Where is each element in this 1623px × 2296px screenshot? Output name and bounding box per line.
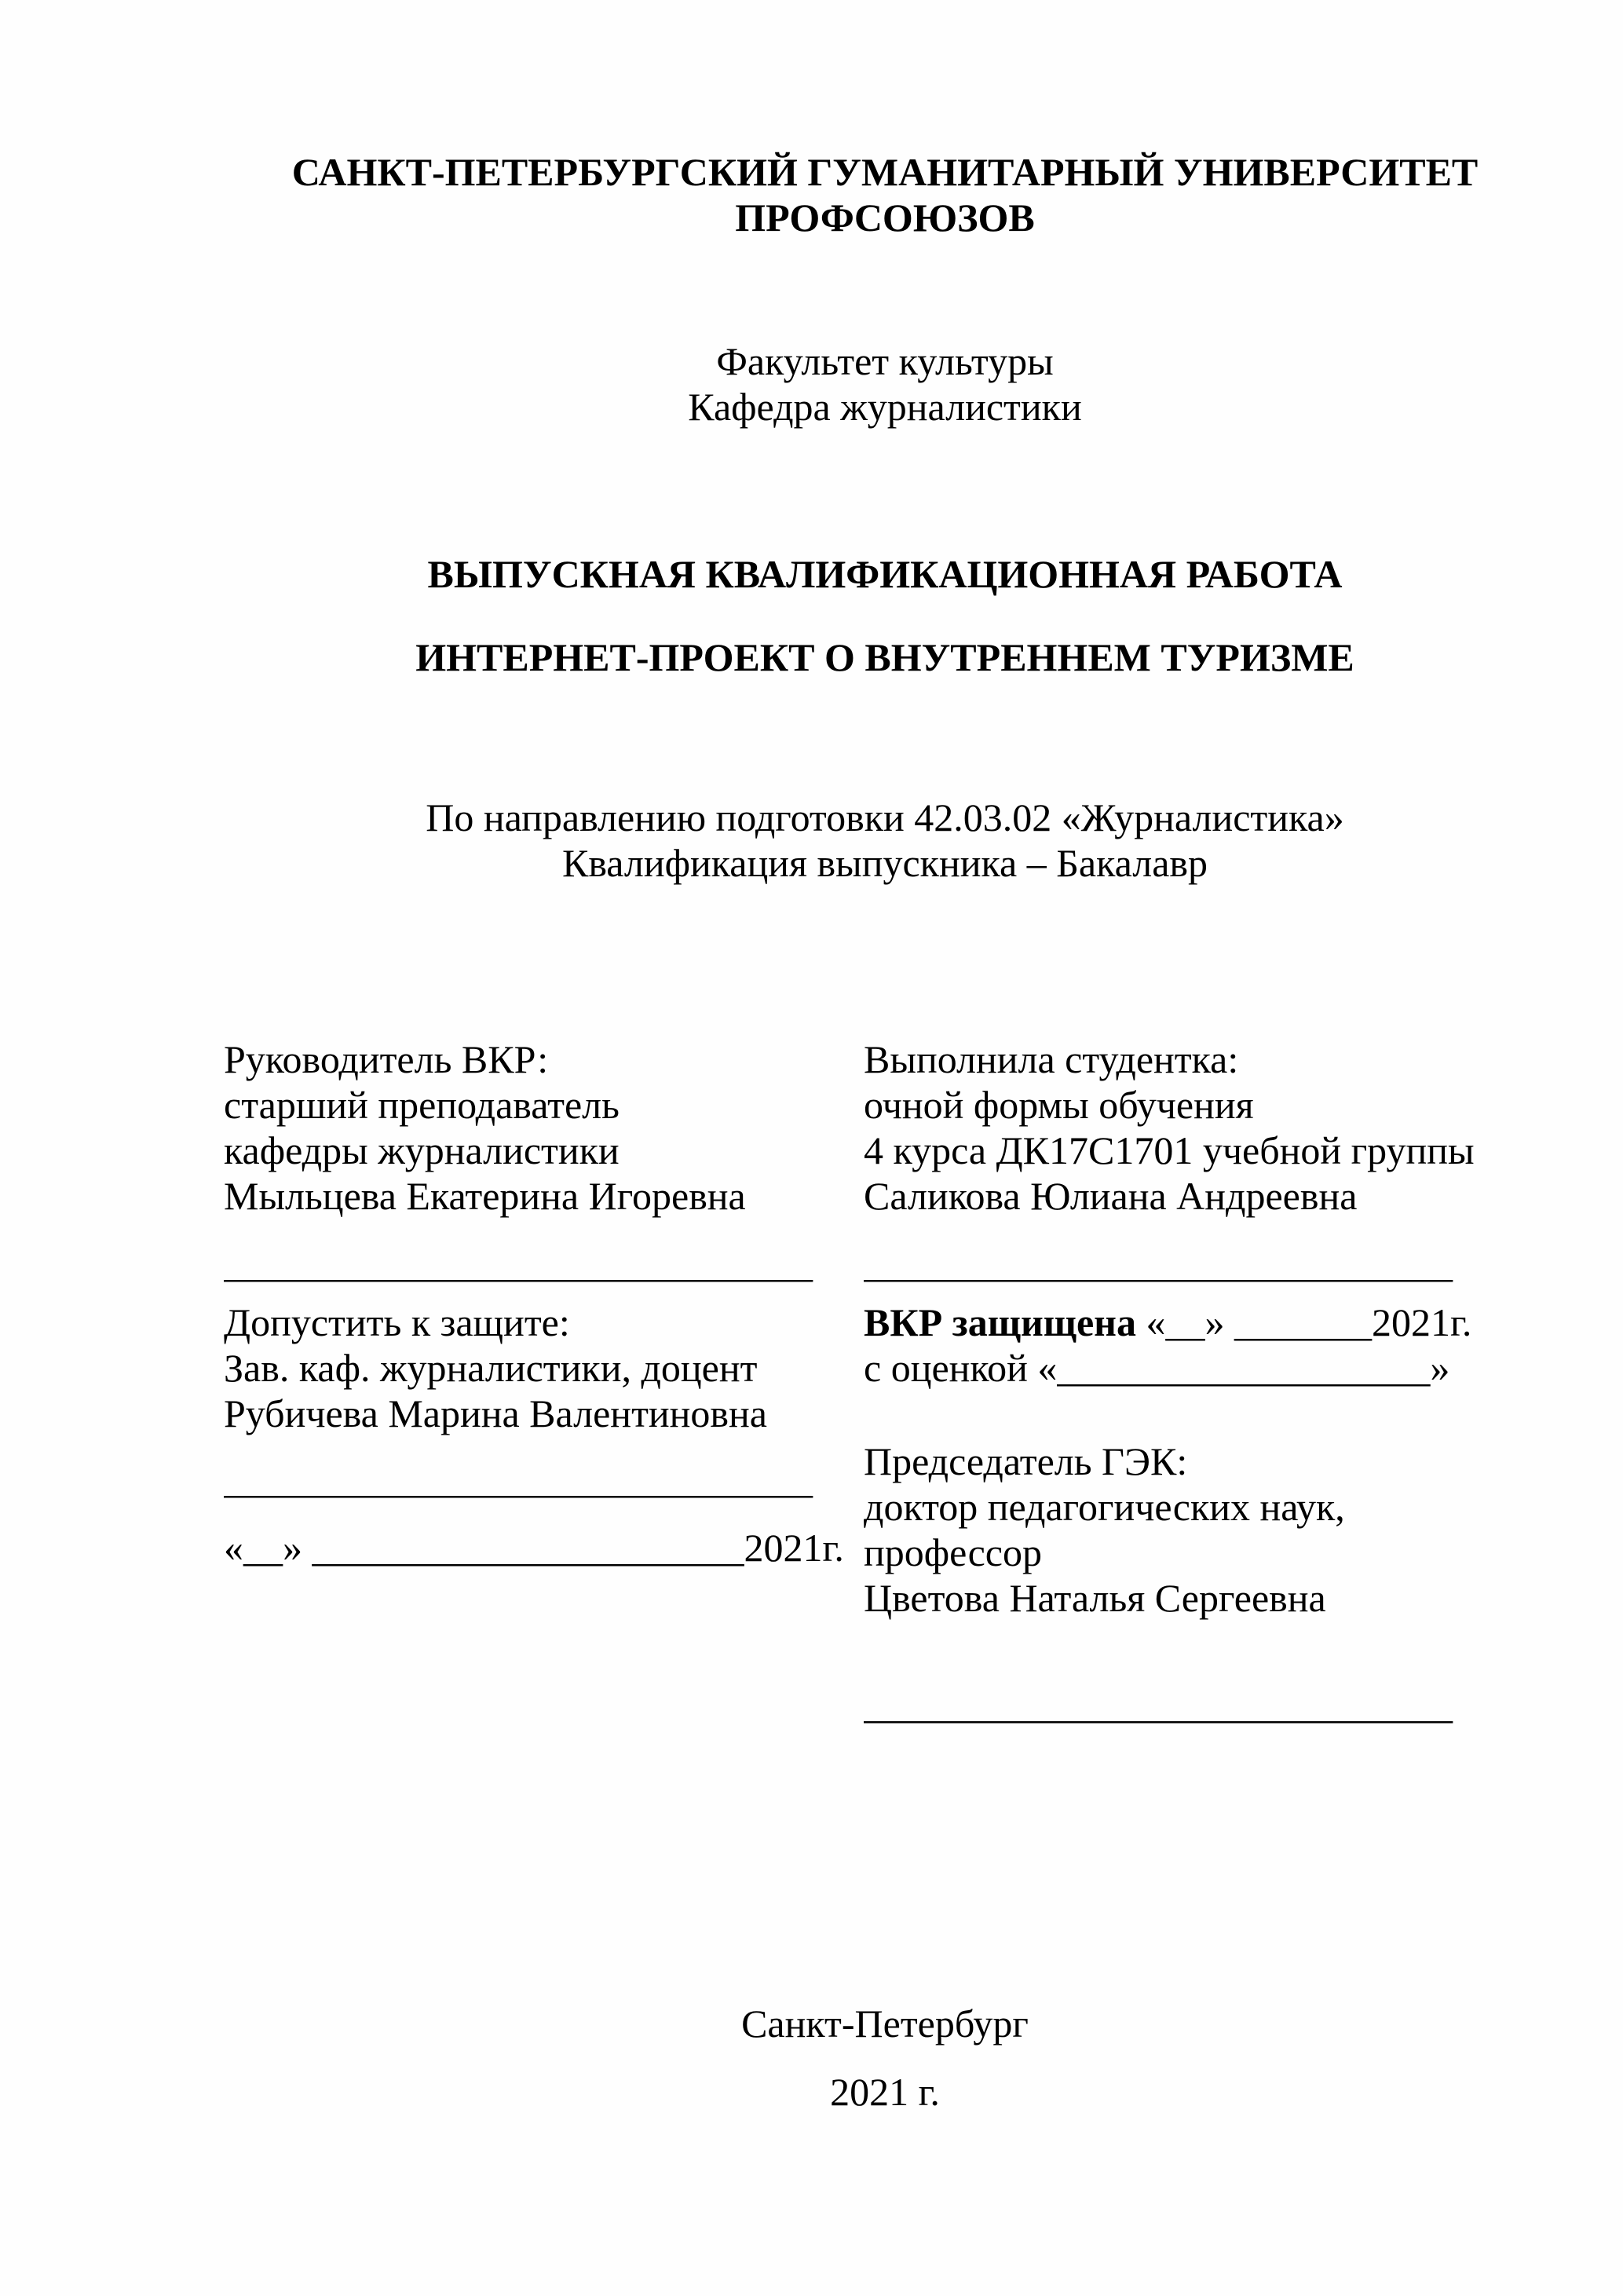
admission-defense-row	[224, 1300, 1546, 1727]
chairman-title: профессор	[864, 1530, 1042, 1574]
chairman-block	[864, 1439, 1546, 1621]
admission-position: Зав. каф. журналистики, доцент	[224, 1346, 758, 1390]
faculty-block	[224, 338, 1546, 430]
student-name: Саликова Юлиана Андреевна	[864, 1174, 1358, 1218]
chairman-signature-line: ______________________________	[864, 1683, 1453, 1727]
work-type-heading: ВЫПУСКНАЯ КВАЛИФИКАЦИОННАЯ РАБОТА	[427, 552, 1343, 596]
program-block	[224, 795, 1546, 886]
admission-block	[224, 1300, 864, 1570]
university-name	[224, 149, 1546, 240]
defense-defended-line	[864, 1300, 1546, 1345]
work-title-heading: ИНТЕРНЕТ-ПРОЕКТ О ВНУТРЕННЕМ ТУРИЗМЕ	[415, 635, 1354, 679]
program-direction: По направлению подготовки 42.03.02 «Журналистика»	[426, 795, 1344, 839]
admission-signature-line: ______________________________	[224, 1457, 813, 1501]
supervisor-position1: старший преподаватель	[224, 1083, 620, 1127]
university-name-line2: ПРОФСОЮЗОВ	[735, 196, 1035, 239]
footer-year: 2021 г.	[830, 2070, 940, 2114]
department-name: Кафедра журналистики	[688, 385, 1082, 429]
student-role: Выполнила студентка:	[864, 1037, 1239, 1081]
faculty-name: Факультет культуры	[716, 339, 1054, 383]
defense-defended-label: ВКР защищена	[864, 1300, 1136, 1344]
admission-date-line: «__» ______________________2021г.	[224, 1526, 844, 1570]
chairman-degree: доктор педагогических наук,	[864, 1485, 1345, 1529]
student-signature-line: ______________________________	[864, 1241, 1453, 1285]
supervisor-name: Мыльцева Екатерина Игоревна	[224, 1174, 746, 1218]
defense-defended-date: «__» _______2021г.	[1135, 1300, 1472, 1344]
admission-heading: Допустить к защите:	[224, 1300, 570, 1344]
footer-city: Санкт-Петербург	[741, 2002, 1029, 2046]
defense-block	[864, 1300, 1546, 1727]
defense-grade-line: с оценкой «___________________»	[864, 1346, 1450, 1390]
chairman-heading: Председатель ГЭК:	[864, 1439, 1188, 1483]
chairman-name: Цветова Наталья Сергеевна	[864, 1576, 1326, 1620]
university-name-line1: САНКТ-ПЕТЕРБУРГСКИЙ ГУМАНИТАРНЫЙ УНИВЕРСИТЕТ	[291, 150, 1479, 194]
supervisor-position2: кафедры журналистики	[224, 1128, 620, 1172]
student-study-form: очной формы обучения	[864, 1083, 1254, 1127]
supervisor-student-row	[224, 1036, 1546, 1286]
student-group: 4 курса ДК17С1701 учебной группы	[864, 1128, 1475, 1172]
graduate-qualification: Квалификация выпускника – Бакалавр	[561, 841, 1208, 885]
supervisor-role: Руководитель ВКР:	[224, 1037, 549, 1081]
student-block	[864, 1036, 1546, 1286]
admission-name: Рубичева Марина Валентиновна	[224, 1391, 767, 1435]
supervisor-signature-line: ______________________________	[224, 1241, 813, 1285]
supervisor-block	[224, 1036, 864, 1286]
